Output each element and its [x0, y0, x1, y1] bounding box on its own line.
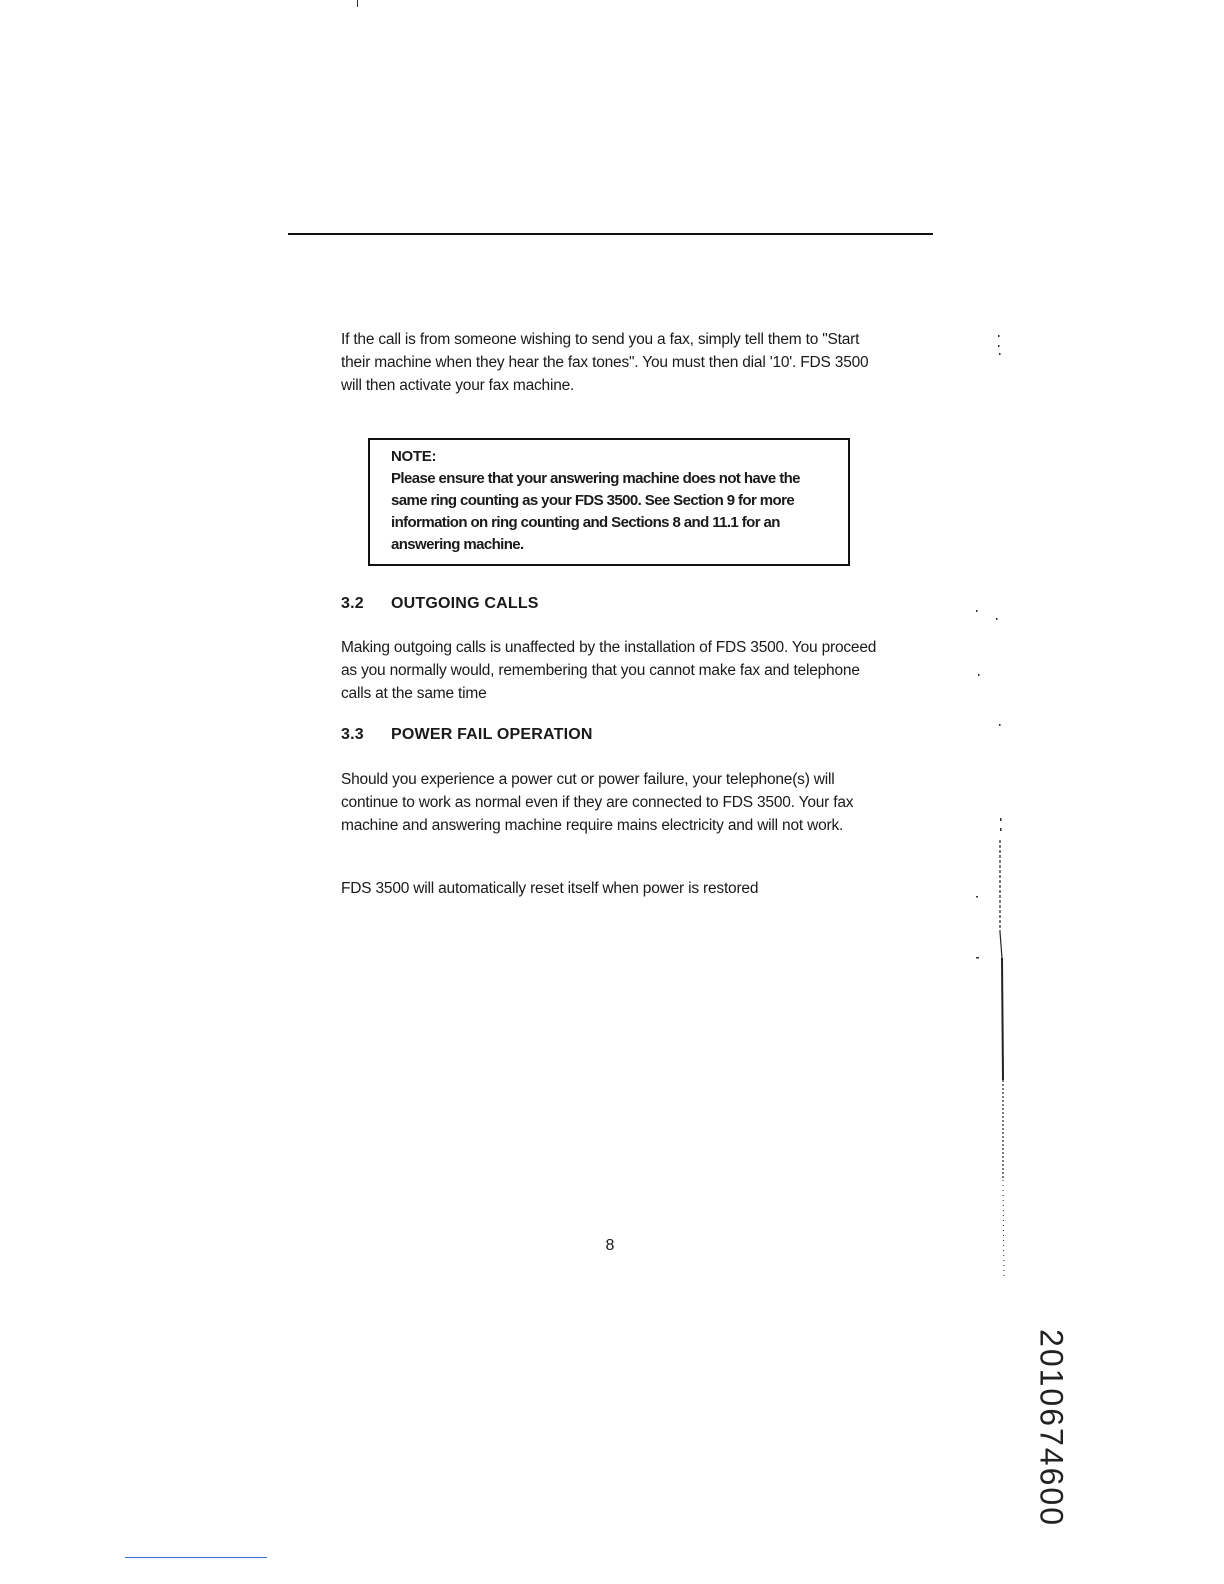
section-heading-3-2 [341, 594, 539, 614]
bottom-underline [125, 1557, 267, 1558]
note-text: Please ensure that your answering machine does not have the same ring counting as your FDS 3500. See Section 9 for more information on ring counting and Sections 8 and 11.1 for an answering machine. [391, 470, 800, 553]
intro-paragraph: If the call is from someone wishing to send you a fax, simply tell them to "Start their machine when they hear the fax tones". You must then dial '10'. FDS 3500 will then activate your fax machine. [341, 331, 869, 394]
scan-edge-marks [975, 320, 1025, 1310]
section-number: 3.2 [341, 595, 364, 612]
section-title: POWER FAIL OPERATION [391, 726, 593, 743]
header-rule [288, 233, 933, 235]
outgoing-calls-paragraph: Making outgoing calls is unaffected by the installation of FDS 3500. You proceed as you normally would, remembering that you cannot make fax and telephone calls at the same time [341, 639, 877, 702]
document-id-number [1033, 1329, 1070, 1527]
note-box [368, 438, 850, 566]
power-fail-paragraph: Should you experience a power cut or power failure, your telephone(s) will continue to work as normal even if they are connected to FDS 3500. Your fax machine and answering machine require mains electricity and will not work. [341, 771, 854, 834]
reset-paragraph: FDS 3500 will automatically reset itself when power is restored [341, 880, 759, 897]
section-number: 3.3 [341, 726, 364, 743]
page-number: 8 [605, 1237, 615, 1254]
note-title: NOTE: [391, 448, 437, 465]
section-heading-3-3 [341, 725, 593, 745]
document-id-text: 2010674600 [1033, 1329, 1070, 1527]
section-title: OUTGOING CALLS [391, 595, 539, 612]
scan-mark-top [357, 0, 358, 7]
